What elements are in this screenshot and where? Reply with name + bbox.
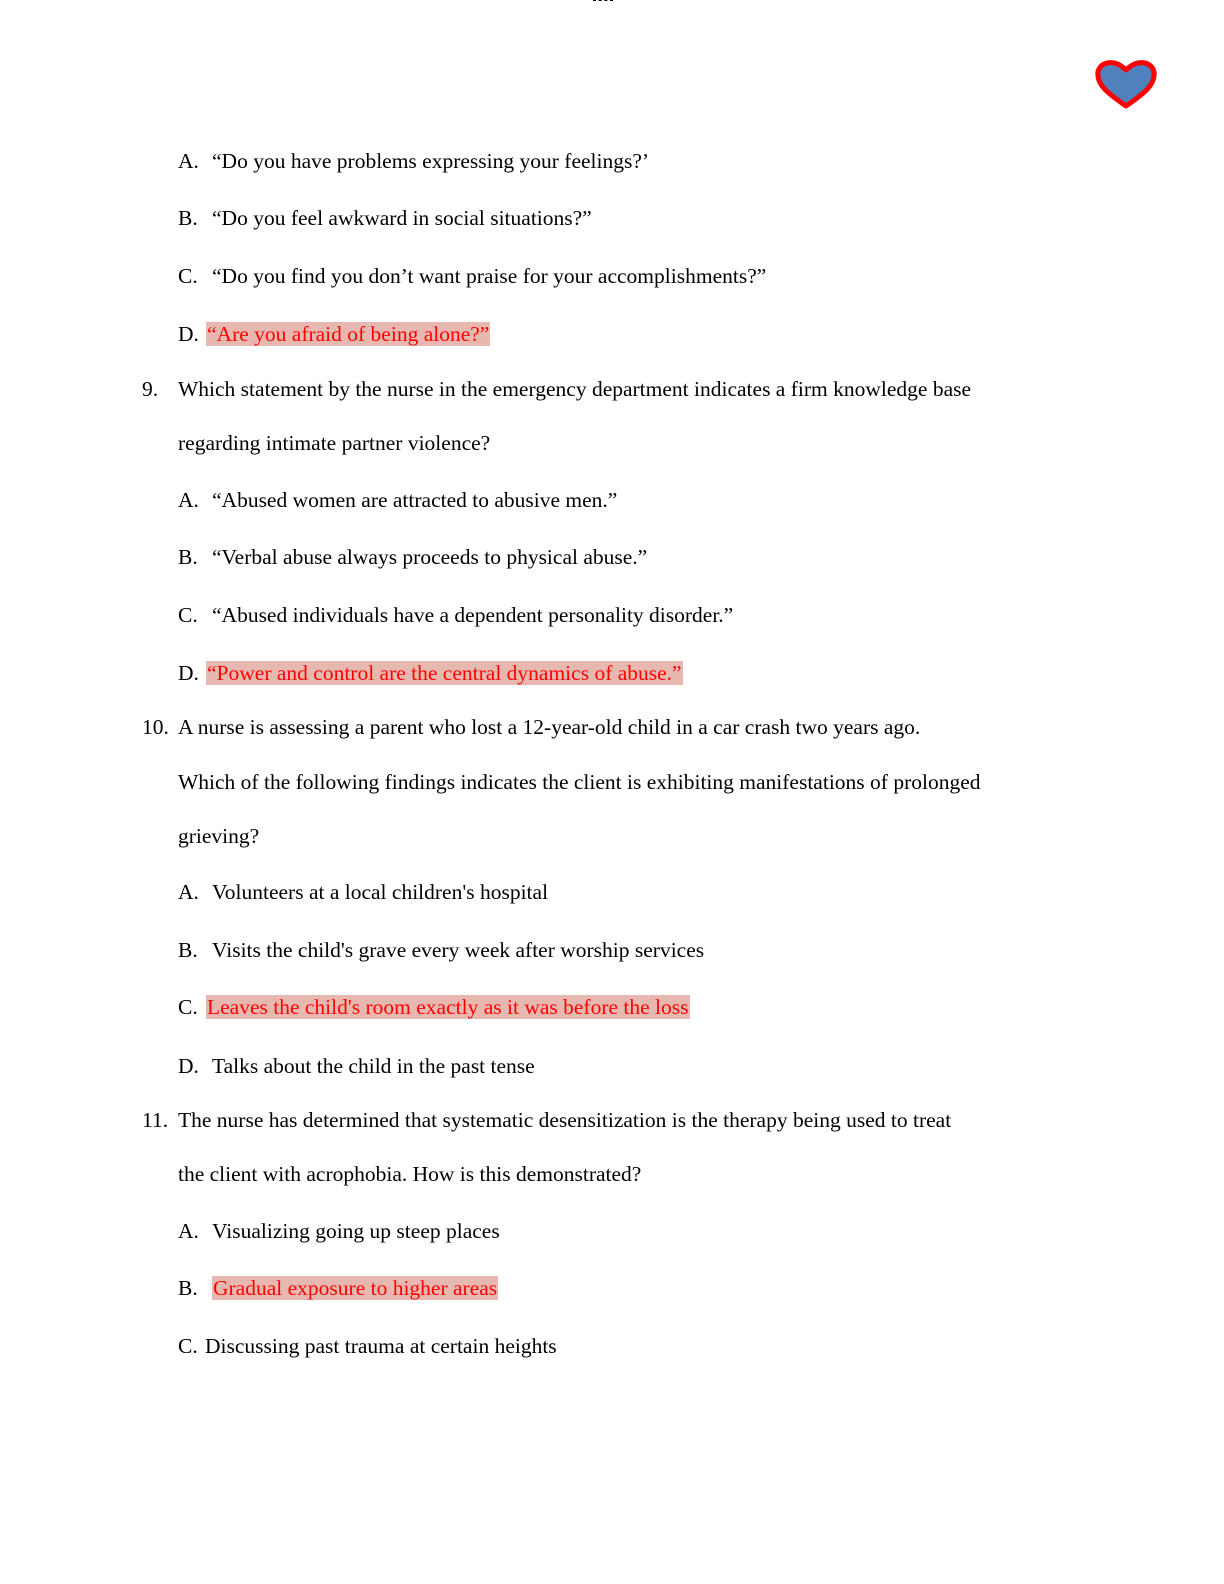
option-text: “Verbal abuse always proceeds to physical abuse.” xyxy=(212,545,648,569)
q10-option-d xyxy=(178,1051,535,1081)
correct-answer-highlight: “Power and control are the central dynamics of abuse.” xyxy=(207,661,682,685)
option-text: “Do you have problems expressing your feelings?’ xyxy=(212,149,650,173)
correct-answer-highlight: Gradual exposure to higher areas xyxy=(213,1276,498,1300)
correct-answer-highlight: Leaves the child's room exactly as it was before the loss xyxy=(207,995,689,1019)
q9-option-d-correct xyxy=(178,658,683,688)
option-letter: D. xyxy=(178,1054,199,1078)
option-letter: D. xyxy=(178,661,199,685)
question-text: A nurse is assessing a parent who lost a 12-year-old child in a car crash two years ago. xyxy=(178,715,921,739)
option-letter: C. xyxy=(178,1334,198,1358)
q8-option-b xyxy=(178,203,592,233)
option-letter: B. xyxy=(178,1276,198,1300)
question-number: 9. xyxy=(142,377,159,401)
option-text: “Abused individuals have a dependent personality disorder.” xyxy=(212,603,734,627)
correct-answer-highlight: “Are you afraid of being alone?” xyxy=(207,322,490,346)
option-text: Talks about the child in the past tense xyxy=(212,1054,535,1078)
q11-option-b-correct xyxy=(178,1273,498,1303)
header-mark xyxy=(593,0,613,3)
q11-option-c xyxy=(178,1331,557,1361)
q11-stem-line1 xyxy=(142,1105,951,1135)
option-letter: C. xyxy=(178,603,198,627)
q8-option-d-correct xyxy=(178,319,490,349)
q10-option-a xyxy=(178,877,548,907)
option-text: Visualizing going up steep places xyxy=(212,1219,500,1243)
q10-stem-line2: Which of the following findings indicates the client is exhibiting manifestations of prolonged xyxy=(178,770,981,794)
question-number: 10. xyxy=(142,715,169,739)
q8-option-c xyxy=(178,261,766,291)
option-text: Discussing past trauma at certain heights xyxy=(205,1334,557,1358)
q9-option-c xyxy=(178,600,733,630)
option-letter: B. xyxy=(178,206,198,230)
option-letter: A. xyxy=(178,488,199,512)
option-letter: A. xyxy=(178,149,199,173)
q10-option-b xyxy=(178,935,704,965)
question-number: 11. xyxy=(142,1108,169,1132)
q9-stem-line2: regarding intimate partner violence? xyxy=(178,431,491,455)
option-text: “Abused women are attracted to abusive men.” xyxy=(212,488,618,512)
option-letter: A. xyxy=(178,1219,199,1243)
q10-option-c-correct xyxy=(178,992,690,1022)
option-letter: B. xyxy=(178,545,198,569)
q11-option-a xyxy=(178,1216,500,1246)
option-letter: D. xyxy=(178,322,199,346)
q11-stem-line2: the client with acrophobia. How is this demonstrated? xyxy=(178,1162,642,1186)
heart-icon xyxy=(1092,56,1160,112)
option-text: “Do you feel awkward in social situations?” xyxy=(212,206,592,230)
option-text: Visits the child's grave every week after worship services xyxy=(212,938,705,962)
q10-stem-line1 xyxy=(142,712,920,742)
question-text: The nurse has determined that systematic desensitization is the therapy being used to treat xyxy=(178,1108,952,1132)
option-letter: A. xyxy=(178,880,199,904)
q10-stem-line3: grieving? xyxy=(178,824,260,848)
q8-option-a xyxy=(178,146,649,176)
option-text: “Do you find you don’t want praise for your accomplishments?” xyxy=(212,264,767,288)
q9-option-a xyxy=(178,485,617,515)
q9-option-b xyxy=(178,542,647,572)
option-text: Volunteers at a local children's hospital xyxy=(212,880,549,904)
question-text: Which statement by the nurse in the emergency department indicates a firm knowledge base xyxy=(178,377,972,401)
option-letter: B. xyxy=(178,938,198,962)
option-letter: C. xyxy=(178,264,198,288)
option-letter: C. xyxy=(178,995,198,1019)
q9-stem-line1 xyxy=(142,374,971,404)
